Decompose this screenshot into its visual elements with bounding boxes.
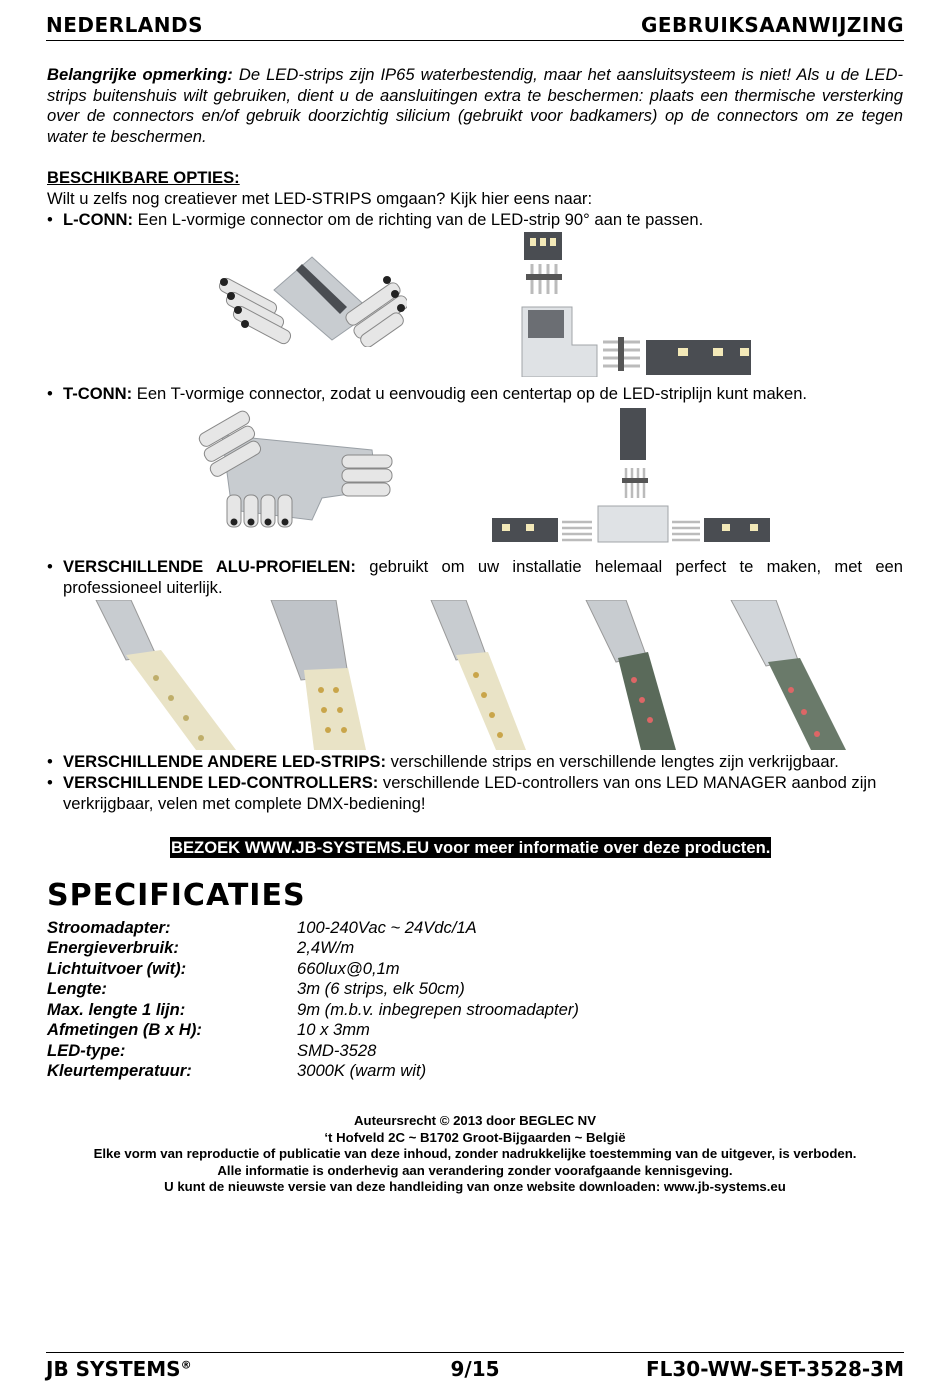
alu-profiles-photo xyxy=(86,600,866,750)
copyright-line: Auteursrecht © 2013 door BEGLEC NV xyxy=(353,1113,597,1128)
option-l-conn xyxy=(47,210,903,231)
important-note xyxy=(47,65,903,147)
spec-value: 100-240Vac ~ 24Vdc/1A xyxy=(297,918,477,937)
brand-name: JB SYSTEMS xyxy=(46,1357,181,1381)
page-footer xyxy=(46,1352,904,1381)
bullet-dot: • xyxy=(47,773,53,792)
spec-key: Lengte: xyxy=(47,979,107,998)
footer-model: FL30-WW-SET-3528-3M xyxy=(645,1357,904,1381)
l-connector-photo xyxy=(212,252,407,347)
registered-mark: ® xyxy=(180,1358,192,1372)
note-label: Belangrijke opmerking: xyxy=(47,65,233,84)
spec-value: 660lux@0,1m xyxy=(297,959,400,978)
option-text: verschillende strips en verschillende lengtes zijn verkrijgbaar. xyxy=(386,752,839,771)
t-connector-assembly-photo xyxy=(492,408,772,544)
address-line: ‘t Hofveld 2C ~ B1702 Groot-Bijgaarden ~ België xyxy=(324,1129,626,1145)
option-label: L-CONN: xyxy=(63,210,134,229)
spec-key: Stroomadapter: xyxy=(47,918,171,937)
t-connector-photo xyxy=(192,410,402,530)
option-alu-profiles xyxy=(47,557,903,598)
alu-profile-1 xyxy=(96,600,236,750)
options-intro: Wilt u zelfs nog creatiever met LED-STRIPS omgaan? Kijk hier eens naar: xyxy=(47,189,593,208)
option-led-strips xyxy=(47,752,903,773)
spec-value: 3m (6 strips, elk 50cm) xyxy=(297,979,465,998)
alu-profile-2 xyxy=(271,600,366,750)
bullet-dot: • xyxy=(47,752,53,771)
spec-key: Max. lengte 1 lijn: xyxy=(47,1000,186,1019)
website-banner: BEZOEK WWW.JB-SYSTEMS.EU voor meer informatie over deze producten. xyxy=(171,838,771,857)
bullet-dot: • xyxy=(47,384,53,403)
download-line: U kunt de nieuwste versie van deze handleiding van onze website downloaden: www.jb-systems.eu xyxy=(164,1179,786,1194)
option-label: T-CONN: xyxy=(63,384,133,403)
spec-value: 9m (m.b.v. inbegrepen stroomadapter) xyxy=(297,1000,579,1019)
options-heading-text: BESCHIKBARE OPTIES: xyxy=(47,168,240,187)
option-label: VERSCHILLENDE LED-CONTROLLERS: xyxy=(63,773,379,792)
bullet-dot: • xyxy=(47,210,53,229)
copyright-block xyxy=(46,1113,904,1196)
option-text: gebruikt om uw installatie helemaal perfect te maken, met een professioneel uiterlijk. xyxy=(63,557,904,597)
page-header xyxy=(46,8,904,41)
note-text: De LED-strips zijn IP65 waterbestendig, maar het aansluitsysteem is niet! Als u de LED-strips buitenshuis wilt gebruiken, dient u de aansluitingen extra te beschermen: plaats een thermische versterking over de connectors en/of gebruik doorzichtig silicium (gebruikt voor badkamers) op de connectors om ze tegen water te beschermen. xyxy=(47,65,903,146)
reproduction-line: Elke vorm van reproductie of publicatie van deze inhoud, zonder nadrukkelijke toestemming van de uitgever, is verboden. xyxy=(93,1146,857,1161)
option-text: Een T-vormige connector, zodat u eenvoudig een centertap op de LED-striplijn kunt maken. xyxy=(132,384,808,403)
option-label: VERSCHILLENDE ALU-PROFIELEN: xyxy=(63,557,356,576)
spec-value: 10 x 3mm xyxy=(297,1020,370,1039)
option-text: verschillende LED-controllers van ons LED MANAGER aanbod zijn verkrijgbaar, velen met complete DMX-bediening! xyxy=(63,773,877,813)
spec-key: Lichtuitvoer (wit): xyxy=(47,959,187,978)
option-t-conn xyxy=(47,384,903,405)
specs-title: SPECIFICATIES xyxy=(47,878,306,913)
page-number: 9/15 xyxy=(450,1357,500,1381)
option-led-controllers xyxy=(47,773,903,814)
option-text: Een L-vormige connector om de richting van de LED-strip 90° aan te passen. xyxy=(133,210,704,229)
bullet-dot: • xyxy=(47,557,53,576)
option-label: VERSCHILLENDE ANDERE LED-STRIPS: xyxy=(63,752,386,771)
header-doc-type: GEBRUIKSAANWIJZING xyxy=(640,13,904,37)
alu-profile-4 xyxy=(586,600,676,750)
spec-key: LED-type: xyxy=(47,1041,126,1060)
header-language: NEDERLANDS xyxy=(46,13,204,37)
spec-value: SMD-3528 xyxy=(297,1041,377,1060)
spec-value: 2,4W/m xyxy=(297,938,355,957)
spec-key: Afmetingen (B x H): xyxy=(47,1020,202,1039)
spec-value: 3000K (warm wit) xyxy=(297,1061,427,1080)
change-notice-line: Alle informatie is onderhevig aan verandering zonder voorafgaande kennisgeving. xyxy=(217,1162,733,1178)
options-heading xyxy=(47,168,903,189)
spec-key: Kleurtemperatuur: xyxy=(47,1061,192,1080)
l-connector-assembly-photo xyxy=(518,232,753,377)
spec-key: Energieverbruik: xyxy=(47,938,179,957)
alu-profile-3 xyxy=(431,600,526,750)
alu-profile-5 xyxy=(731,600,846,750)
